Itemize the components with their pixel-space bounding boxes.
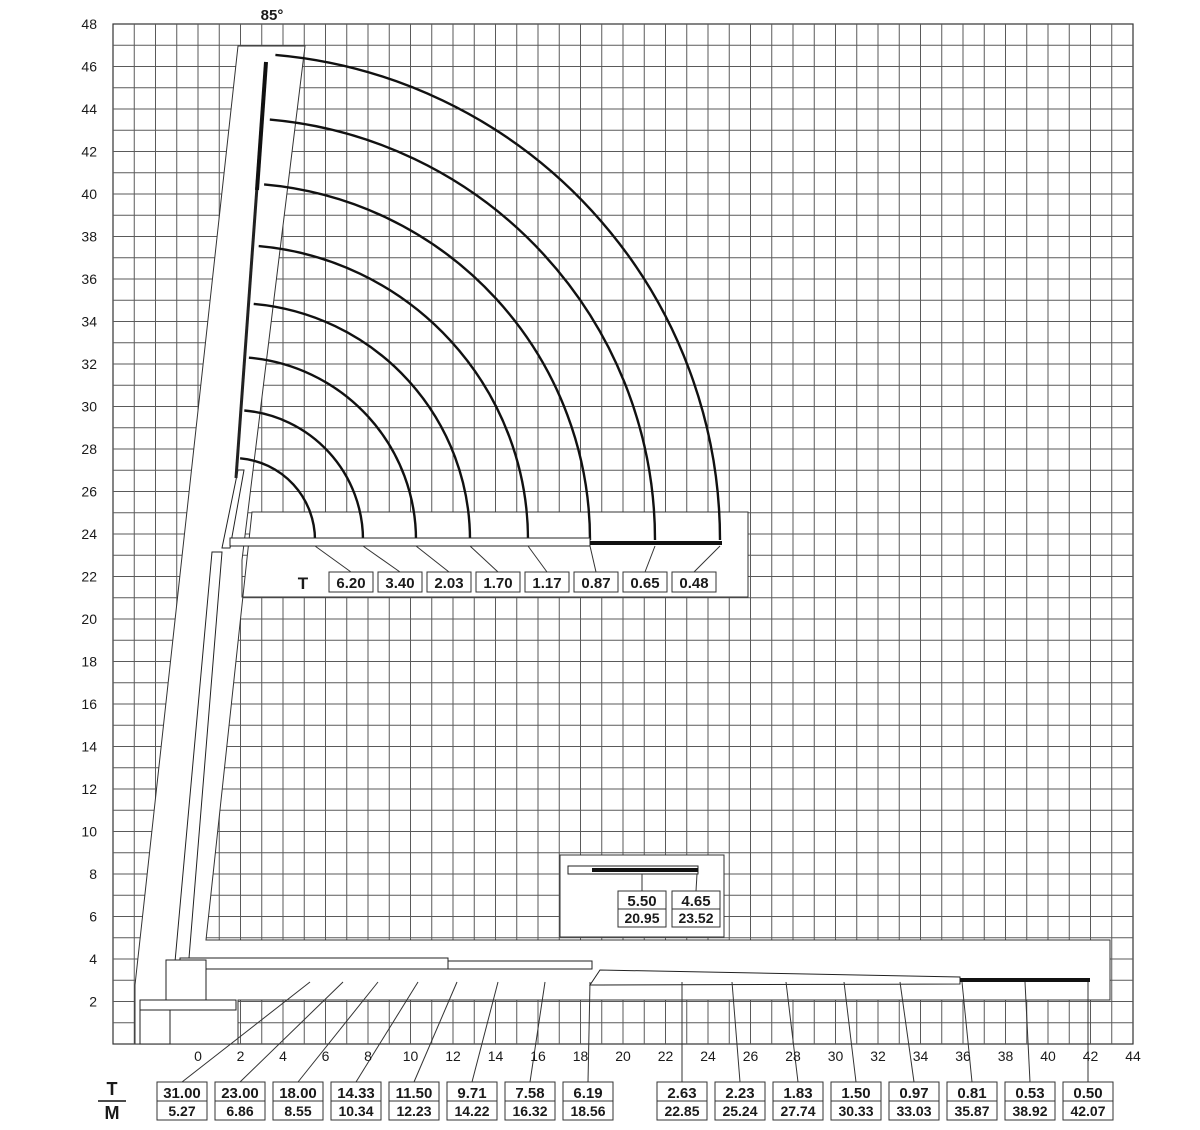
bottom-load-m: 35.87 (954, 1103, 990, 1119)
y-axis (81, 16, 97, 1010)
y-tick-label: 2 (89, 993, 97, 1010)
y-tick-label: 18 (81, 653, 97, 670)
x-tick-label: 20 (615, 1048, 631, 1064)
y-tick-label: 14 (81, 738, 97, 755)
x-tick-label: 18 (572, 1048, 589, 1064)
bottom-load-t: 18.00 (279, 1085, 317, 1102)
jib-horizontal (230, 538, 590, 546)
upper-load-value: 3.40 (385, 575, 415, 592)
x-tick-label: 24 (700, 1048, 716, 1064)
angle-label: 85° (260, 7, 284, 24)
bottom-load-t: 14.33 (337, 1085, 375, 1102)
bottom-load-m: 42.07 (1070, 1103, 1106, 1119)
y-tick-label: 22 (81, 568, 97, 585)
upper-load-value: 0.87 (581, 575, 611, 592)
x-tick-label: 28 (785, 1048, 801, 1064)
x-tick-label: 12 (445, 1048, 461, 1064)
bottom-load-m: 33.03 (896, 1103, 932, 1119)
y-tick-label: 16 (81, 696, 97, 712)
bottom-load-m: 14.22 (454, 1103, 490, 1119)
bottom-load-t: 1.50 (841, 1085, 871, 1102)
y-tick-label: 10 (81, 823, 97, 840)
x-tick-label: 36 (955, 1048, 971, 1064)
bottom-load-m: 18.56 (570, 1103, 606, 1119)
inset-load-t: 4.65 (681, 893, 711, 910)
y-tick-label: 46 (81, 58, 97, 75)
inset-load-t: 5.50 (627, 893, 657, 910)
y-tick-label: 4 (89, 951, 97, 967)
bottom-m-label: M (104, 1103, 120, 1123)
bottom-load-m: 30.33 (838, 1103, 874, 1119)
y-tick-label: 24 (81, 526, 97, 542)
bottom-load-t: 0.97 (899, 1085, 929, 1102)
bottom-load-t: 0.50 (1073, 1085, 1103, 1102)
x-tick-label: 8 (364, 1048, 372, 1064)
bottom-load-m: 12.23 (396, 1103, 432, 1119)
crane-base (166, 960, 206, 1002)
x-tick-label: 4 (279, 1048, 287, 1064)
y-tick-label: 38 (81, 228, 97, 245)
main-boom-horizontal (180, 958, 448, 969)
bottom-t-label: T (106, 1079, 118, 1099)
x-tick-label: 26 (742, 1048, 759, 1064)
bottom-load-t: 31.00 (163, 1085, 201, 1102)
bottom-load-table (98, 1079, 1113, 1123)
bottom-load-m: 25.24 (722, 1103, 758, 1119)
upper-load-value: 1.17 (532, 575, 562, 592)
x-tick-label: 22 (657, 1048, 674, 1064)
inset-load-m: 20.95 (624, 910, 660, 926)
x-tick-label: 44 (1125, 1048, 1141, 1064)
x-tick-label: 0 (194, 1048, 202, 1064)
y-tick-label: 42 (81, 143, 97, 160)
crane-column (140, 1010, 170, 1044)
bottom-load-t: 2.23 (725, 1085, 755, 1102)
bottom-load-t: 6.19 (573, 1085, 603, 1102)
y-tick-label: 48 (81, 16, 97, 32)
y-tick-label: 36 (81, 271, 97, 287)
y-tick-label: 6 (89, 908, 97, 925)
y-tick-label: 26 (81, 483, 97, 500)
upper-load-value: 1.70 (483, 575, 513, 592)
bottom-load-t: 0.53 (1015, 1085, 1045, 1102)
upper-t-label: T (297, 574, 309, 593)
x-tick-label: 6 (321, 1048, 330, 1064)
upper-load-value: 0.48 (679, 575, 709, 592)
bottom-load-t: 9.71 (457, 1085, 487, 1102)
crane-stabilizer (140, 1000, 236, 1010)
upper-load-value: 2.03 (434, 575, 464, 592)
x-tick-label: 2 (236, 1048, 245, 1064)
x-axis (194, 1048, 1141, 1064)
inset-load-m: 23.52 (678, 910, 714, 926)
y-tick-label: 40 (81, 186, 97, 202)
bottom-load-t: 11.50 (395, 1085, 433, 1102)
bottom-load-m: 16.32 (512, 1103, 548, 1119)
bottom-load-t: 23.00 (221, 1085, 259, 1102)
y-tick-label: 44 (81, 101, 97, 117)
upper-load-value: 0.65 (630, 575, 660, 592)
x-tick-label: 14 (487, 1048, 504, 1064)
x-tick-label: 30 (827, 1048, 844, 1064)
x-tick-label: 40 (1040, 1048, 1056, 1064)
bottom-load-m: 38.92 (1012, 1103, 1048, 1119)
bottom-load-t: 2.63 (667, 1085, 697, 1102)
x-tick-label: 34 (912, 1048, 929, 1064)
y-tick-label: 20 (81, 611, 97, 627)
y-tick-label: 12 (81, 781, 97, 797)
bottom-load-m: 5.27 (168, 1103, 196, 1119)
y-tick-label: 34 (81, 313, 97, 330)
y-tick-label: 8 (89, 866, 97, 882)
bottom-load-m: 6.86 (226, 1103, 254, 1119)
x-tick-label: 16 (530, 1048, 546, 1064)
x-tick-label: 38 (997, 1048, 1014, 1064)
bottom-load-m: 22.85 (664, 1103, 700, 1119)
bottom-load-t: 7.58 (515, 1085, 545, 1102)
bottom-load-t: 1.83 (783, 1085, 813, 1102)
bottom-load-m: 8.55 (284, 1103, 312, 1119)
bottom-load-m: 27.74 (780, 1103, 816, 1119)
x-tick-label: 42 (1082, 1048, 1099, 1064)
upper-load-value: 6.20 (336, 575, 366, 592)
x-tick-label: 32 (870, 1048, 886, 1064)
bottom-load-t: 0.81 (957, 1085, 987, 1102)
bottom-load-m: 10.34 (338, 1103, 374, 1119)
y-tick-label: 32 (81, 356, 97, 372)
y-tick-label: 30 (81, 398, 97, 415)
x-tick-label: 10 (402, 1048, 419, 1064)
main-boom-extension (448, 961, 592, 969)
y-tick-label: 28 (81, 441, 97, 457)
